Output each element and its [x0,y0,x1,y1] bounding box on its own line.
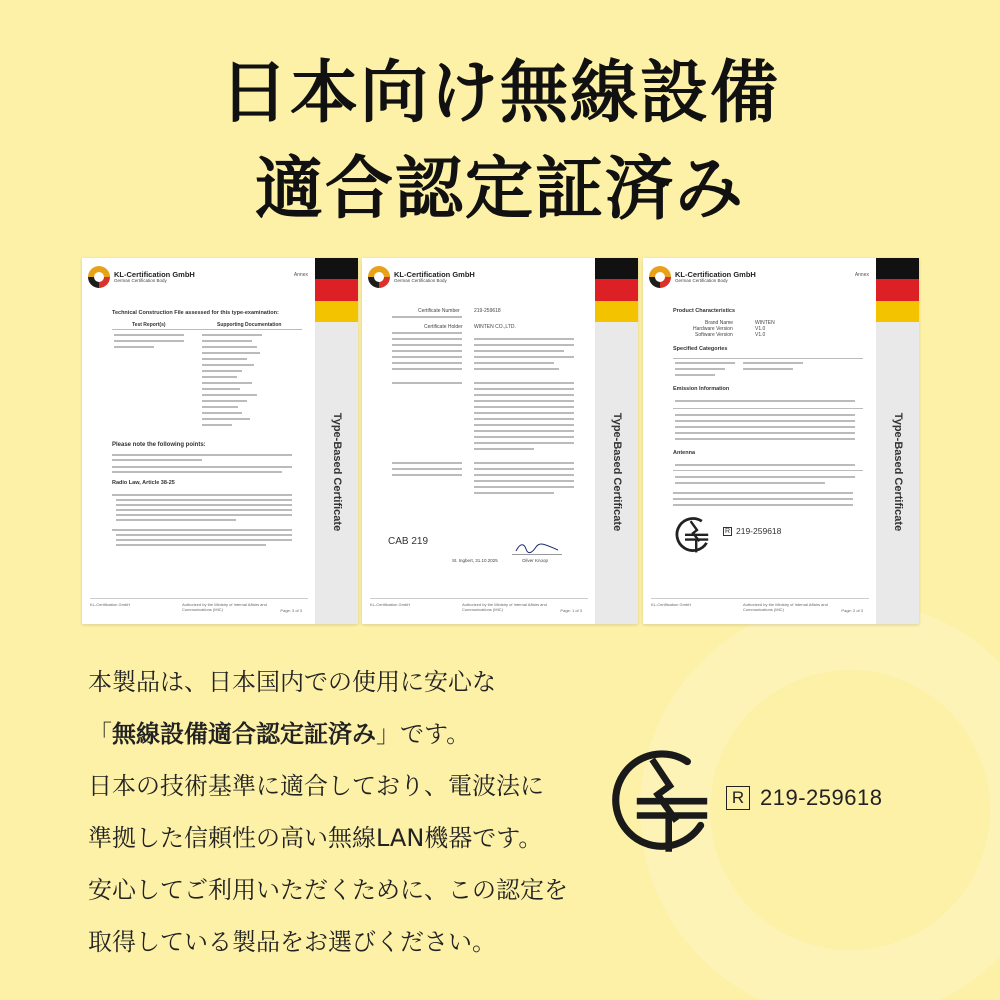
brand-value: WINTEN [755,320,775,326]
description-line-3: 日本の技術基準に適合しており、電波法に [88,772,544,800]
kl-logo-icon [88,266,110,288]
side-label: Type-Based Certificate [330,412,343,532]
footer-authorized: Authorized by the Ministry of Internal Affairs and Communications (MIC) [462,602,547,612]
description-line-4: 準拠した信頼性の高い無線LAN機器です。 [88,824,543,852]
logo-name: KL-Certification GmbH [394,269,475,279]
page-number: Page: 1 of 3 [560,608,582,613]
cert-number-label: Certificate Number [418,308,460,314]
certificate-page-main [362,258,638,624]
footer-company: KL-Certification GmbH [651,602,692,607]
registered-r-icon: R [724,527,731,535]
registration-number-text: 219-259618 [760,785,883,810]
footer-authorized: Authorized by the Ministry of Internal Affairs and Communications (MIC) [182,602,267,612]
footer-company: KL-Certification GmbH [90,602,131,607]
certificate-page-annex-1 [82,258,358,624]
headline-line1: 日本向け無線設備 [219,54,780,133]
sw-label: Software Version [695,332,733,338]
cert-number: 219-259618 [474,308,501,314]
signature [512,541,562,555]
kl-logo [88,266,195,288]
description-line-2: 「無線設備適合認定証済み」です。 [88,720,471,748]
footer-company: KL-Certification GmbH [370,602,411,607]
description-text [88,656,568,968]
side-label: Type-Based Certificate [891,412,904,532]
side-label: Type-Based Certificate [610,412,623,532]
annex-label: Annex [293,272,308,278]
annex-label: Annex [854,272,869,278]
headline-line2: 適合認定証済み [254,150,745,229]
kl-logo [649,266,756,288]
page-number: Page: 2 of 3 [841,608,863,613]
side-band [315,322,358,624]
giteki-mark-icon [673,514,713,554]
side-band [595,322,638,624]
page-number: Page: 3 of 3 [280,608,302,613]
side-band [876,322,919,624]
description-emphasis: 無線設備適合認定証済み [112,720,376,748]
description-line-6: 取得している製品をお選びください。 [88,928,496,956]
spec-heading: Specified Categories [673,346,728,352]
german-flag-icon [876,258,919,322]
logo-name: KL-Certification GmbH [675,269,756,279]
logo-name: KL-Certification GmbH [114,269,195,279]
hw-value: V1.0 [755,326,766,332]
registration-number [723,526,781,536]
product-heading: Product Characteristics [673,308,736,314]
logo-sub: German Certification Body [675,278,728,283]
holder-name: WINTEN CO.,LTD. [474,324,516,330]
giteki-mark-large-icon [606,744,716,854]
tcf-heading: Technical Construction File assessed for this type-examination: [112,310,279,316]
logo-sub: German Certification Body [114,278,167,283]
hw-label: Hardware Version [693,326,733,332]
holder-label: Certificate Holder [424,324,463,330]
antenna-heading: Antenna [673,450,695,456]
kl-logo-icon [368,266,390,288]
description-line-5: 安心してご利用いただくために、この認定を [88,876,568,904]
col2-header: Supporting Documentation [217,322,282,328]
registration-number-text: 219-259618 [736,526,782,536]
description-line-1: 本製品は、日本国内での使用に安心な [88,668,496,696]
certificate-page-annex-2 [643,258,919,624]
radio-law-heading: Radio Law, Article 38-25 [112,480,175,486]
kl-logo-icon [649,266,671,288]
emission-heading: Emission Information [673,386,730,392]
kl-logo [368,266,475,288]
footer-authorized: Authorized by the Ministry of Internal Affairs and Communications (MIC) [743,602,828,612]
brand-label: Brand Name [705,320,734,326]
german-flag-icon [315,258,358,322]
col1-header: Test Report(s) [132,322,166,328]
registration-number-large [726,785,882,811]
cab-label: CAB 219 [388,536,429,547]
registered-r-icon: R [726,786,750,810]
german-flag-icon [595,258,638,322]
sw-value: V1.0 [755,332,766,338]
place-date: St. Ingbert, 31.10.2025 [452,558,498,563]
logo-sub: German Certification Body [394,278,447,283]
notes-heading: Please note the following points: [112,442,206,448]
signer-name: Oliver Knoop [522,558,549,563]
